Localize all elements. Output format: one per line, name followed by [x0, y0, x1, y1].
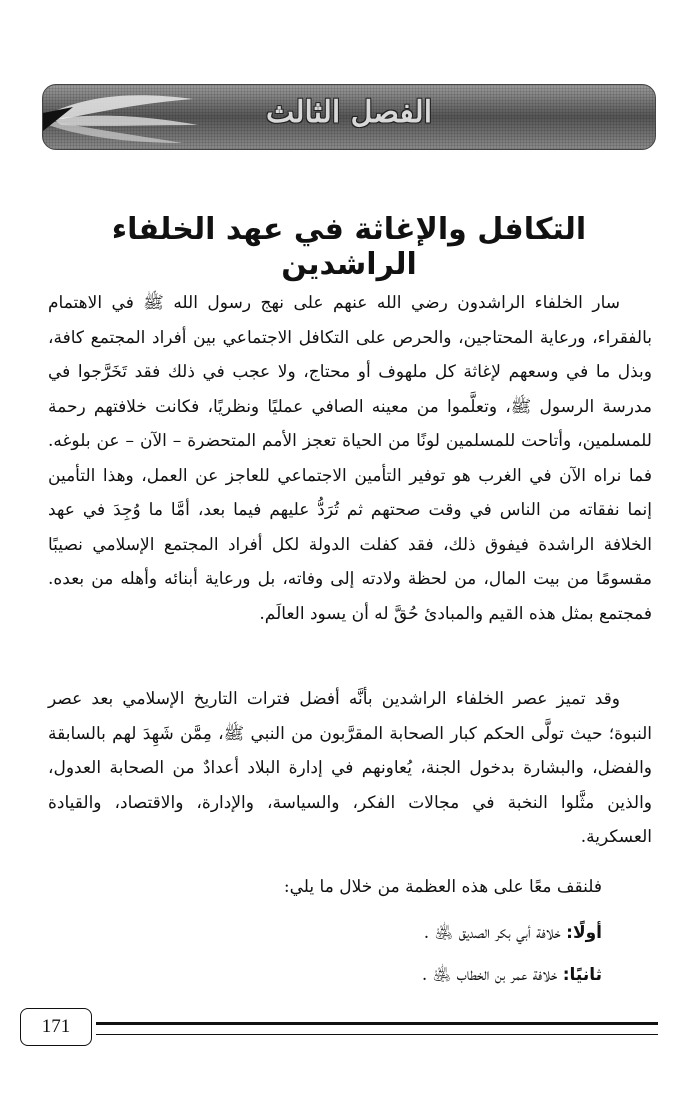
list-item: [424, 918, 602, 948]
body-paragraph: سار الخلفاء الراشدون رضي الله عنهم على نهج رسول الله ﷺ في الاهتمام بالفقراء، ورعاية المحتاجين، والحرص على التكافل الاجتماعي بين أفراد المجتمع كافة، وبذل ما في وسعهم لإغاثة كل ملهوف أو محتاج، ولا عجب في ذلك فقد تَخَرَّجوا في مدرسة الرسول ﷺ، وتعلَّموا من معينه الصافي عمليًا ونظريًا، فكانت خلافتهم رحمة للمسلمين، وأتاحت للمسلمين لونًا من الحياة تعجز الأمم المتحضرة – الآن – عن بلوغه. فما نراه الآن في الغرب هو توفير التأمين الاجتماعي للعاجز عن العمل، وهذا التأمين إنما نفقاته من الناس في وقت صحتهم ثم تُرَدُّ عليهم فيما بعد، أمَّا ما وُجِدَ في عهد الخلافة الراشدة فيفوق ذلك، فقد كفلت الدولة لكل أفراد المجتمع الإسلامي نصيبًا مقسومًا من بيت المال، من لحظة ولادته إلى وفاته، بل ورعاية أبنائه وأهله من بعده. فمجتمع بمثل هذه القيم والمبادئ حُقَّ له أن يسود العالَم.: [48, 293, 652, 624]
page-number: 171: [20, 1008, 92, 1046]
body-paragraph: وقد تميز عصر الخلفاء الراشدين بأنَّه أفضل فترات التاريخ الإسلامي بعد عصر النبوة؛ حيث تولَّى الحكم كبار الصحابة المقرَّبون من النبي ﷺ، مِمَّن شَهِدَ لهم بالسابقة والفضل، والبشارة بدخول الجنة، يُعاونهم في إدارة البلاد أعدادٌ من الصحابة العدول، والذين مثَّلوا النخبة في مجالات الفكر، والسياسة، والإدارة، والاقتصاد، والقيادة العسكرية.: [48, 689, 652, 847]
chapter-banner: [42, 84, 656, 150]
list-item-text: خلافة عمر بن الخطاب ﵁ .: [421, 965, 558, 985]
list-item: [422, 960, 602, 990]
page-title: التكافل والإغاثة في عهد الخلفاء الراشدين: [111, 212, 587, 282]
list-item-label: ثانيًا:: [562, 965, 602, 985]
footer-divider: [96, 1022, 658, 1035]
intro-line: فلنقف معًا على هذه العظمة من خلال ما يلي:: [283, 877, 602, 897]
list-item-text: خلافة أبي بكر الصديق ﵁ .: [423, 923, 561, 943]
chapter-title: الفصل الثالث: [265, 95, 433, 130]
list-item-label: أولًا:: [566, 923, 602, 943]
